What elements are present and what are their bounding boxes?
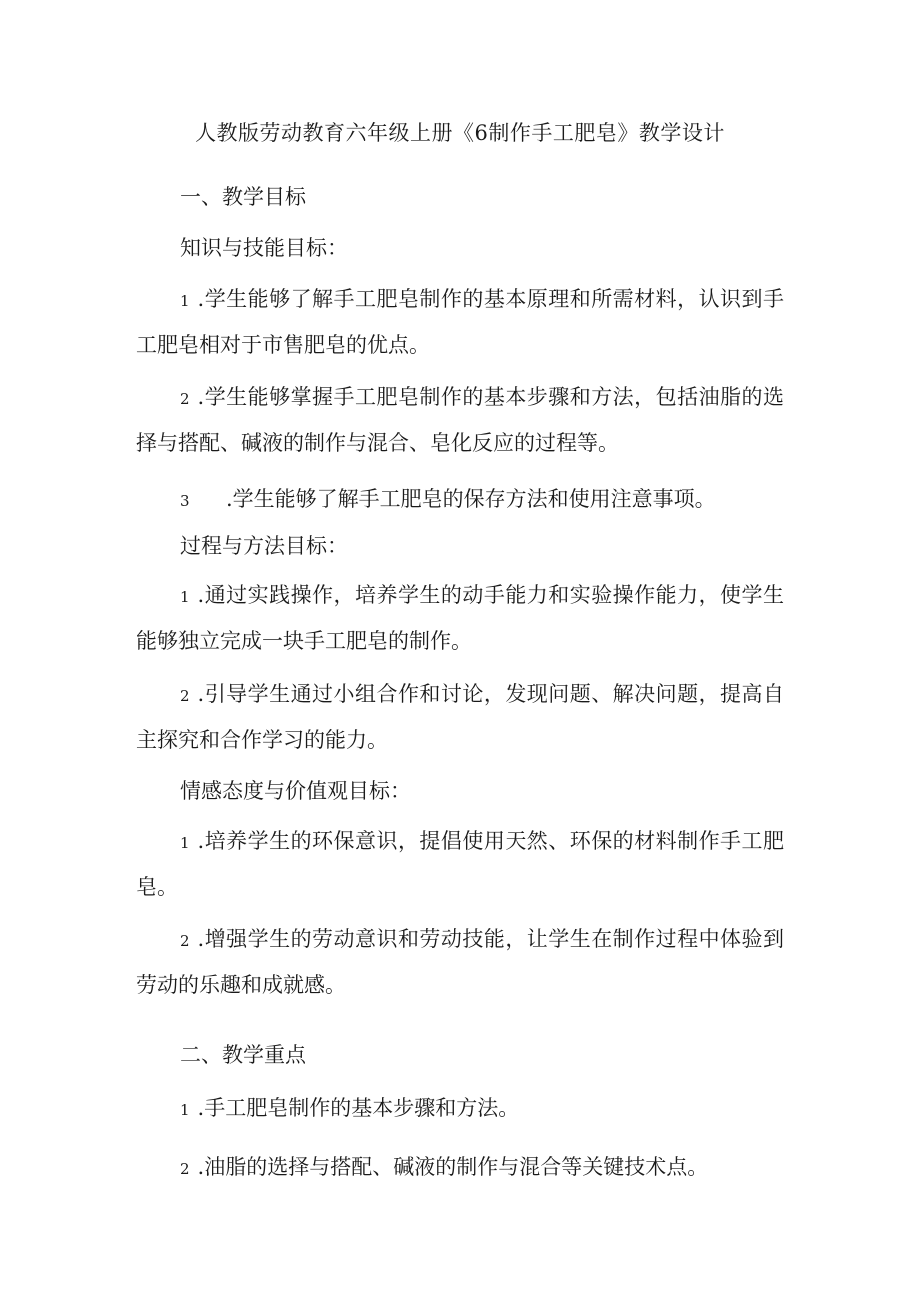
item-number: 1 (180, 834, 190, 852)
item-number: 1 (180, 588, 190, 606)
knowledge-item-1-line1 (136, 284, 784, 316)
knowledge-item-2-line1 (136, 382, 784, 414)
knowledge-item-3 (180, 484, 716, 516)
emotion-item-1-line1 (136, 826, 784, 858)
item-text: .学生能够了解手工肥皂制作的基本原理和所需材料，认识到手 (197, 287, 784, 311)
keypoint-item-2 (180, 1152, 708, 1184)
item-text: .通过实践操作，培养学生的动手能力和实验操作能力，使学生 (197, 583, 784, 607)
section-heading-objectives: 一、教学目标 (180, 185, 306, 209)
subheading-emotion: 情感态度与价值观目标： (180, 779, 411, 803)
item-text: .学生能够了解手工肥皂的保存方法和使用注意事项。 (226, 487, 716, 511)
emotion-item-2-line2: 劳动的乐趣和成就感。 (136, 973, 346, 997)
process-item-1-line1 (136, 580, 784, 612)
emotion-item-1-line2: 皂。 (136, 875, 178, 899)
document-title: 人教版劳动教育六年级上册《6制作手工肥皂》教学设计 (195, 121, 725, 145)
subheading-knowledge: 知识与技能目标： (180, 236, 348, 260)
item-text: .引导学生通过小组合作和讨论，发现问题、解决问题，提高自 (197, 682, 784, 706)
item-number: 1 (180, 292, 190, 310)
item-number: 2 (180, 390, 190, 408)
process-item-1-line2: 能够独立完成一块手工肥皂的制作。 (136, 629, 472, 653)
item-text: .增强学生的劳动意识和劳动技能，让学生在制作过程中体验到 (197, 927, 784, 951)
section-heading-key-points: 二、教学重点 (180, 1043, 306, 1067)
knowledge-item-2-line2: 择与搭配、碱液的制作与混合、皂化反应的过程等。 (136, 431, 619, 455)
item-number: 2 (180, 1160, 190, 1178)
item-text: .手工肥皂制作的基本步骤和方法。 (197, 1096, 520, 1120)
item-number: 2 (180, 932, 190, 950)
item-number: 1 (180, 1101, 190, 1119)
process-item-2-line2: 主探究和合作学习的能力。 (136, 728, 388, 752)
process-item-2-line1 (136, 679, 784, 711)
item-text: .培养学生的环保意识，提倡使用天然、环保的材料制作手工肥 (197, 829, 784, 853)
item-text: .油脂的选择与搭配、碱液的制作与混合等关键技术点。 (197, 1155, 709, 1179)
keypoint-item-1 (180, 1093, 519, 1125)
emotion-item-2-line1 (136, 924, 784, 956)
item-number: 2 (180, 687, 190, 705)
item-number: 3 (180, 492, 190, 510)
subheading-process: 过程与方法目标： (180, 534, 348, 558)
knowledge-item-1-line2: 工肥皂相对于市售肥皂的优点。 (136, 333, 430, 357)
item-text: .学生能够掌握手工肥皂制作的基本步骤和方法，包括油脂的选 (197, 385, 784, 409)
